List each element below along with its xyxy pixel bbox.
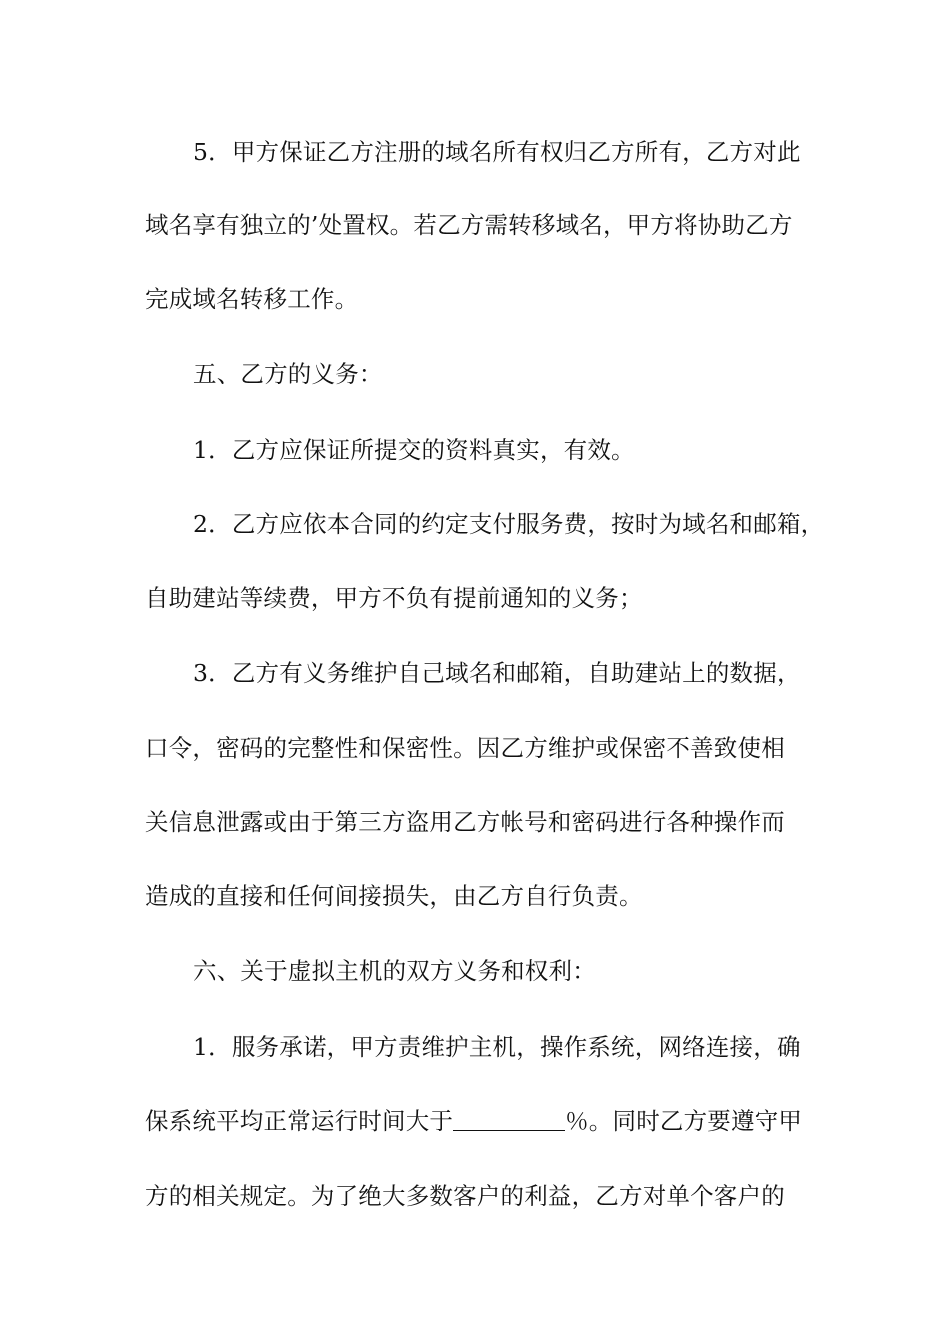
paragraph-line: 自助建站等续费，甲方不负有提前通知的义务； xyxy=(145,584,643,612)
percentage-blank xyxy=(453,1110,565,1131)
paragraph-line: 造成的直接和任何间接损失，由乙方自行负责。 xyxy=(145,882,643,910)
paragraph-line: 完成域名转移工作。 xyxy=(145,285,359,313)
line-text-after-blank: ％。同时乙方要遵守甲 xyxy=(565,1107,803,1135)
paragraph-line-with-blank xyxy=(145,1105,835,1137)
section-heading: 六、关于虚拟主机的双方义务和权利： xyxy=(193,957,596,985)
line-text-before-blank: 保系统平均正常运行时间大于 xyxy=(145,1107,454,1135)
paragraph-line: 关信息泄露或由于第三方盗用乙方帐号和密码进行各种操作而 xyxy=(145,808,785,836)
paragraph-line: 口令，密码的完整性和保密性。因乙方维护或保密不善致使相 xyxy=(145,734,785,762)
section-heading: 五、乙方的义务： xyxy=(193,360,383,388)
paragraph-line: 2．乙方应依本合同的约定支付服务费，按时为域名和邮箱， xyxy=(193,510,825,538)
paragraph-line: 域名享有独立的’处置权。若乙方需转移域名，甲方将协助乙方 xyxy=(145,211,793,239)
paragraph-line: 1．服务承诺，甲方责维护主机，操作系统，网络连接，确 xyxy=(193,1033,801,1061)
paragraph-line: 方的相关规定。为了绝大多数客户的利益，乙方对单个客户的 xyxy=(145,1182,785,1210)
paragraph-line: 3．乙方有义务维护自己域名和邮箱，自助建站上的数据， xyxy=(193,659,801,687)
paragraph-line: 1．乙方应保证所提交的资料真实，有效。 xyxy=(193,436,635,464)
paragraph-line: 5．甲方保证乙方注册的域名所有权归乙方所有，乙方对此 xyxy=(193,138,801,166)
